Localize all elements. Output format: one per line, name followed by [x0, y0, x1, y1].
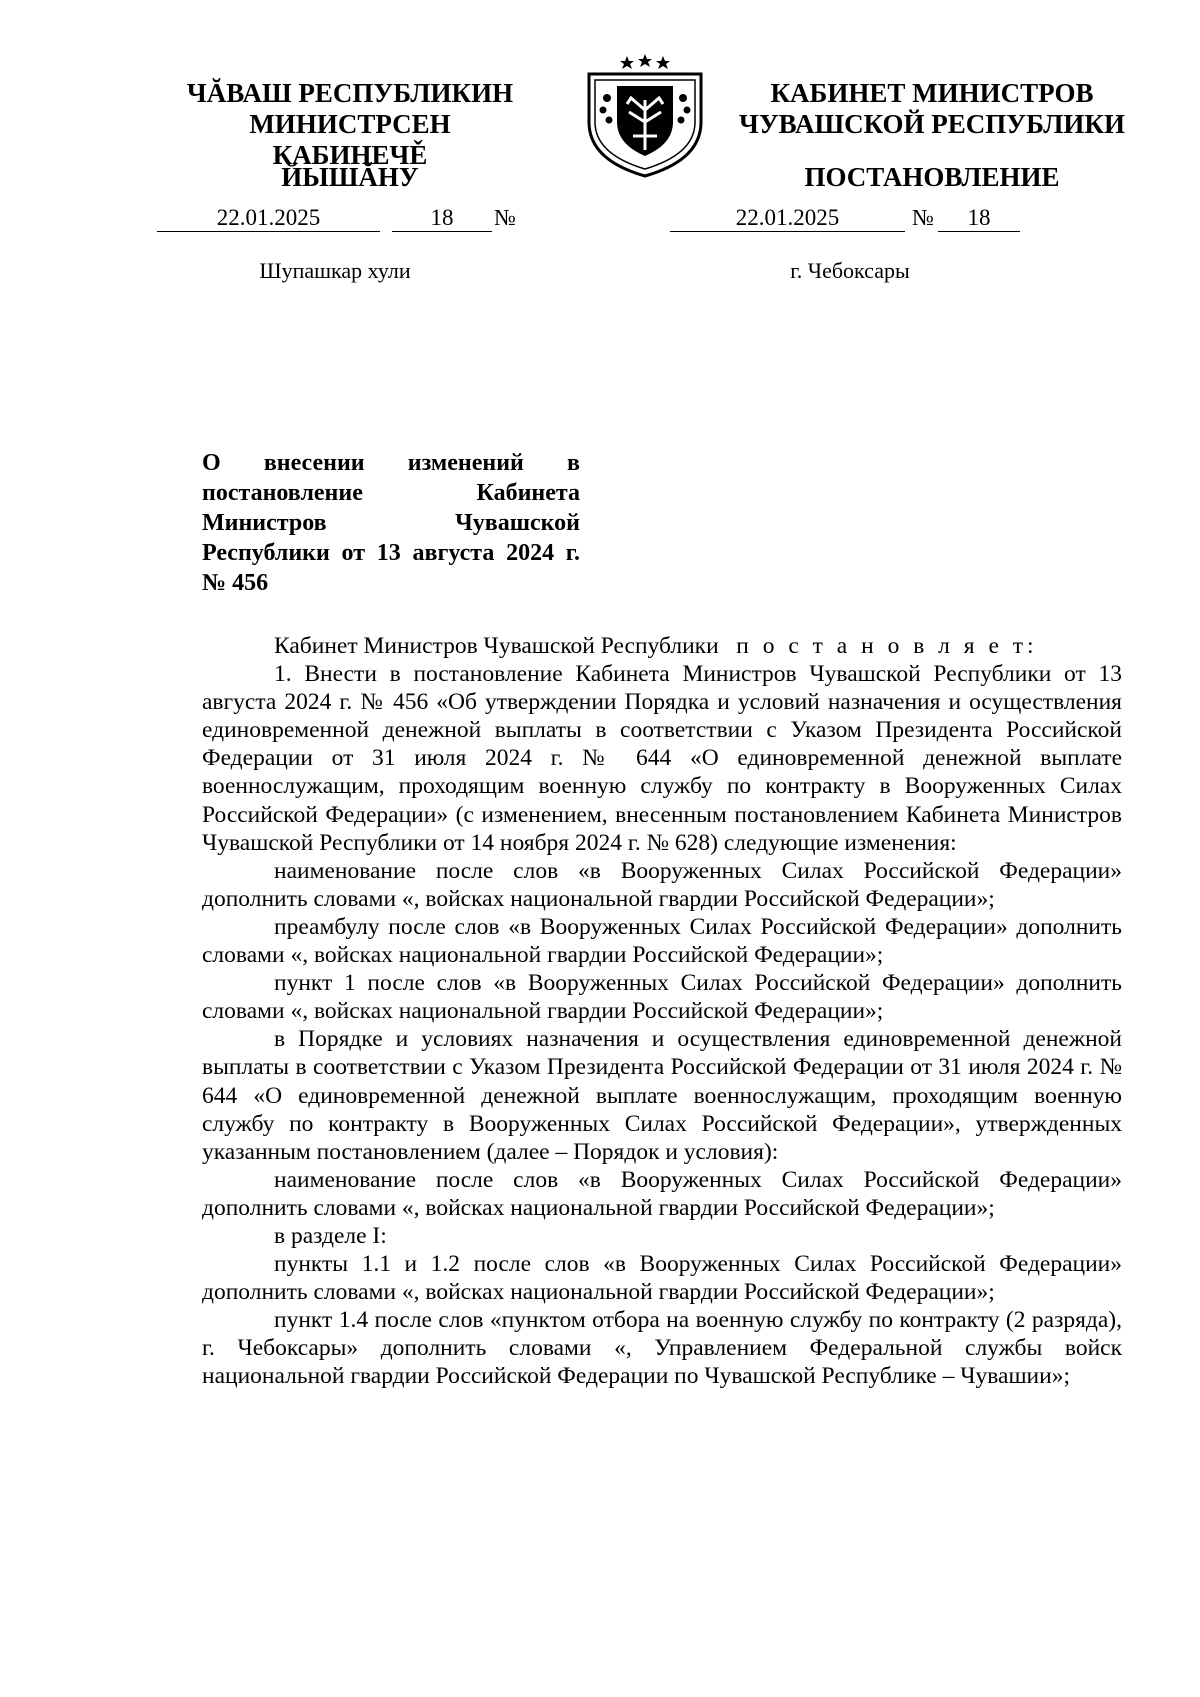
document-subject: О внесении изменений в постановление Кабинета Министров Чувашской Республики от 13 августа 2024 г. № 456	[202, 450, 580, 596]
right-org-line-1: КАБИНЕТ МИНИСТРОВ	[770, 78, 1094, 108]
body-paragraph: пункт 1.4 после слов «пунктом отбора на военную службу по контракту (2 разряда), г. Чебоксары» дополнить словами «, Управлением Федеральной службы войск национальной гвардии Российской Федерации по Чувашской Республике – Чувашии»;	[202, 1307, 1122, 1390]
body-paragraph: наименование после слов «в Вооруженных Силах Российской Федерации» дополнить словами «, войсках национальной гвардии Российской Федерации»;	[202, 1166, 1122, 1221]
right-city: г. Чебоксары	[790, 258, 910, 283]
intro-paragraph	[202, 632, 1122, 660]
right-number-value: 18	[967, 205, 991, 230]
left-org-line-1: ЧĂВАШ РЕСПУБЛИКИН	[186, 78, 514, 108]
right-organization-name	[712, 78, 1152, 140]
body-paragraph: в разделе I:	[274, 1222, 387, 1249]
left-number-underline	[392, 231, 492, 232]
left-date-value: 22.01.2025	[216, 205, 321, 230]
right-document-type: ПОСТАНОВЛЕНИЕ	[804, 162, 1060, 192]
right-date-underline	[670, 231, 905, 232]
left-document-type: ЙЫШĂНУ	[281, 162, 419, 192]
left-number-sign: №	[494, 205, 516, 230]
left-organization-name	[175, 78, 525, 171]
body-paragraph: наименование после слов «в Вооруженных Силах Российской Федерации» дополнить словами «, войсках национальной гвардии Российской Федерации»;	[202, 857, 1122, 912]
left-number-value: 18	[430, 205, 454, 230]
intro-text: Кабинет Министров Чувашской Республики	[274, 633, 719, 659]
body-paragraph: пункты 1.1 и 1.2 после слов «в Вооруженных Силах Российской Федерации» дополнить словами «, войсках национальной гвардии Российской Федерации»;	[202, 1251, 1122, 1306]
right-date-value: 22.01.2025	[735, 205, 840, 230]
left-org-line-2: МИНИСТРСЕН КАБИНЕЧĚ	[249, 109, 451, 170]
right-number-sign: №	[912, 205, 934, 230]
intro-verb: п о с т а н о в л я е т:	[736, 633, 1038, 659]
body-paragraph: преамбулу после слов «в Вооруженных Силах Российской Федерации» дополнить словами «, войсках национальной гвардии Российской Федерации»;	[202, 913, 1122, 969]
right-org-line-2: ЧУВАШСКОЙ РЕСПУБЛИКИ	[739, 109, 1125, 139]
coat-of-arms-icon	[573, 52, 717, 180]
document-body	[202, 632, 1122, 1391]
body-paragraph: пункт 1 после слов «в Вооруженных Силах Российской Федерации» дополнить словами «, войсках национальной гвардии Российской Федерации»;	[202, 970, 1122, 1025]
left-date-underline	[157, 231, 380, 232]
right-number-underline	[938, 231, 1020, 232]
left-city: Шупашкар хули	[259, 258, 411, 283]
body-paragraph: в Порядке и условиях назначения и осуществления единовременной денежной выплаты в соответствии с Указом Президента Российской Федерации от 31 июля 2024 г. № 644 «О единовременной денежной выплате военнослужащим, проходящим военную службу по контракту в Вооруженных Силах Российской Федерации», утвержденных указанным постановлением (далее – Порядок и условия):	[202, 1026, 1122, 1165]
body-paragraph: 1. Внести в постановление Кабинета Министров Чувашской Республики от 13 августа 2024 г. № 456 «Об утверждении Порядка и условий назначения и осуществления единовременной денежной выплаты в соответствии с Указом Президента Российской Федерации от 31 июля 2024 г. № 644 «О единовременной денежной выплате военнослужащим, проходящим военную службу по контракту в Вооруженных Силах Российской Федерации» (с изменением, внесенным постановлением Кабинета Министров Чувашской Республики от 14 ноября 2024 г. № 628) следующие изменения:	[202, 661, 1122, 856]
